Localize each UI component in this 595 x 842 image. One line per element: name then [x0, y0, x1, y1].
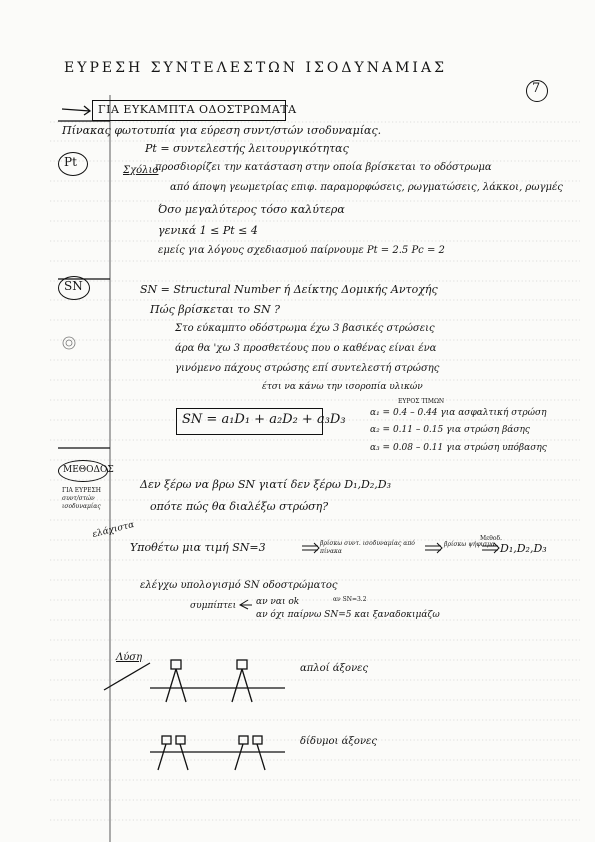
- method-sub-2: συντ/στών: [62, 495, 95, 502]
- step-1-b: βρίσκω ψήφισμα: [444, 541, 496, 548]
- note-bullet-2: Όσο μεγαλύτερος τόσο καλύτερα: [158, 203, 345, 216]
- method-sub-1: ΓΙΑ ΕΥΡΕΣΗ: [62, 487, 102, 494]
- note-bullet-1-cont: από άποψη γεωμετρίας επιφ. παραμορφώσεις, ρωγματώσεις, λάκκοι, ρωγμές: [170, 182, 563, 193]
- sketch-label: Λύση: [116, 652, 143, 663]
- sn-definition: SN = Structural Number ή Δείκτης Δομικής Αντοχής: [140, 283, 438, 296]
- note-label: Σχόλιο: [123, 165, 159, 176]
- sn-line-3: Στο εύκαμπτο οδόστρωμα έχω 3 βασικές στρώσεις: [175, 323, 435, 334]
- method-sub-3: ισοδυναμίας: [62, 503, 101, 510]
- step-1-a: βρίσκω συντ. ισοδυναμίας από πίνακα: [320, 540, 415, 555]
- step-2: ελέγχω υπολογισμό SN οδοστρώματος: [140, 580, 338, 591]
- step-3: συμπίπτει: [190, 601, 237, 611]
- sn-question: Πώς βρίσκεται το SN ?: [150, 303, 281, 316]
- sn-line-4: άρα θα 'χω 3 προσθετέους που ο καθένας είναι ένα: [175, 343, 437, 354]
- method-label: ΜΕΘΟΔΟΣ: [63, 465, 114, 475]
- note-bullet-3: γενικά 1 ≤ Pt ≤ 4: [158, 224, 258, 237]
- step-3-a: αν ναι ok: [256, 597, 300, 607]
- sn-line-5: γινόμενο πάχους στρώσης επί συντελεστή στρώσης: [175, 363, 440, 374]
- coef-a3: α₃ = 0.08 – 0.11 για στρώση υπόβασης: [370, 443, 547, 453]
- page-title: ΕΥΡΕΣΗ ΣΥΝΤΕΛΕΣΤΩΝ ΙΣΟΔΥΝΑΜΙΑΣ: [64, 60, 447, 76]
- method-line-1: Δεν ξέρω να βρω SN γιατί δεν ξέρω D₁,D₂,D₃: [140, 478, 391, 491]
- section-heading: ΓΙΑ ΕΥΚΑΜΠΤΑ ΟΔΟΣΤΡΩΜΑΤΑ: [98, 103, 297, 116]
- method-line-2: οπότε πώς θα διαλέξω στρώση?: [150, 500, 329, 513]
- pt-definition: Pt = συντελεστής λειτουργικότητας: [145, 142, 349, 155]
- step-3-b: αν όχι παίρνω SN=5 και ξαναδοκιμάζω: [256, 610, 440, 620]
- note-bullet-4: εμείς για λόγους σχεδιασμού παίρνουμε Pt = 2.5 Pc = 2: [158, 245, 445, 256]
- coef-a2: α₂ = 0.11 – 0.15 για στρώση βάσης: [370, 425, 530, 435]
- sn-formula: SN = a₁D₁ + a₂D₂ + a₃D₃: [182, 412, 346, 427]
- sn-label: SN: [64, 279, 83, 293]
- coef-range-header: ΕΥΡΟΣ ΤΙΜΩΝ: [398, 398, 445, 405]
- intro-text: Πίνακας φωτοτυπία για εύρεση συντ/στών ισοδυναμίας.: [62, 124, 382, 137]
- page-number: 7: [532, 81, 541, 96]
- step-1-c: Μεθοδ.: [480, 535, 502, 542]
- step-1: Υποθέτω μια τιμή SN=3: [130, 541, 266, 554]
- sn-line-6: έτσι να κάνω την ισοροπία υλικών: [262, 382, 423, 392]
- coef-a1: α₁ = 0.4 – 0.44 για ασφαλτική στρώση: [370, 408, 547, 418]
- note-bullet-1: προσδιορίζει την κατάσταση στην οποία βρίσκεται το οδόστρωμα: [155, 162, 492, 173]
- pt-label: Pt: [64, 155, 77, 169]
- sketch-single-axles: απλοί άξονες: [300, 663, 369, 674]
- step-3-c: αν SN=3.2: [333, 596, 367, 603]
- step-1-d: D₁,D₂,D₃: [500, 542, 547, 555]
- side-note: ελάχιστα: [91, 519, 136, 541]
- sketch-dual-axles: δίδυμοι άξονες: [300, 736, 377, 747]
